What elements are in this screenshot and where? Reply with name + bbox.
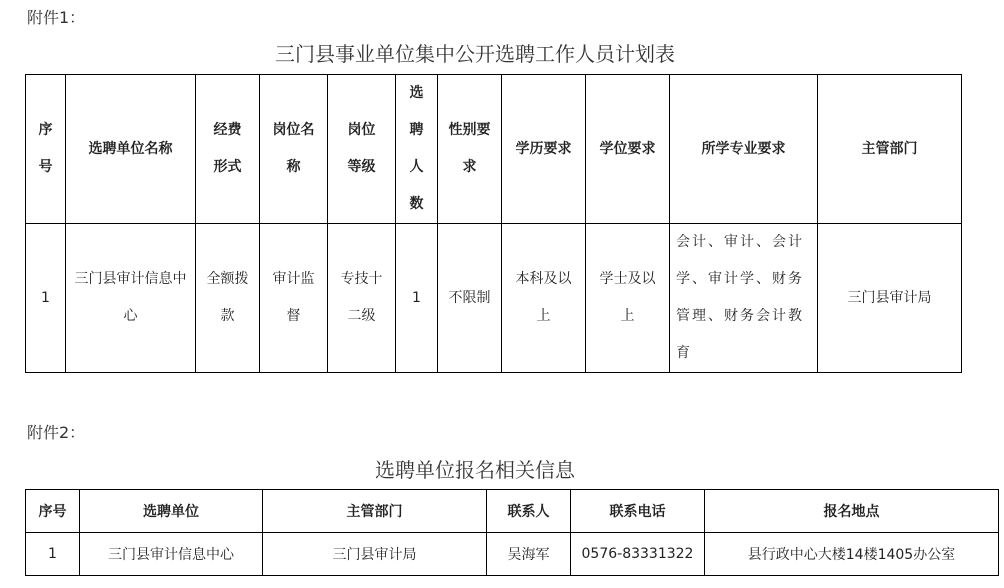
info-table-title: 选聘单位报名相关信息 [375, 458, 575, 482]
info-cell-dept: 三门县审计局 [263, 533, 487, 576]
cell-count: 1 [396, 224, 438, 373]
plan-data-row [26, 224, 962, 373]
header-major: 所学专业要求 [670, 75, 818, 224]
info-cell-seq: 1 [26, 533, 80, 576]
header-unit: 选聘单位名称 [66, 75, 196, 224]
cell-education: 本科及以上 [502, 224, 586, 373]
info-header-seq: 序号 [26, 490, 80, 533]
cell-dept: 三门县审计局 [818, 224, 962, 373]
attachment-2-label: 附件2： [27, 423, 86, 442]
attachment-1-label: 附件1： [27, 8, 86, 27]
header-degree: 学位要求 [586, 75, 670, 224]
header-post-name: 岗位名称 [260, 75, 328, 224]
registration-info-table [25, 489, 999, 576]
cell-major: 会计、审计、会计学、审计学、财务管理、财务会计教育 [670, 224, 818, 373]
info-cell-phone: 0576-83331322 [571, 533, 705, 576]
info-cell-unit: 三门县审计信息中心 [80, 533, 263, 576]
header-post-level: 岗位等级 [328, 75, 396, 224]
info-header-contact: 联系人 [487, 490, 571, 533]
header-education: 学历要求 [502, 75, 586, 224]
cell-funding: 全额拨款 [196, 224, 260, 373]
header-count: 选聘人数 [396, 75, 438, 224]
info-header-phone: 联系电话 [571, 490, 705, 533]
info-header-dept: 主管部门 [263, 490, 487, 533]
info-header-address: 报名地点 [705, 490, 999, 533]
recruitment-plan-table [25, 74, 962, 373]
header-seq: 序号 [26, 75, 66, 224]
cell-post-name: 审计监督 [260, 224, 328, 373]
cell-unit: 三门县审计信息中心 [66, 224, 196, 373]
info-cell-contact: 吴海军 [487, 533, 571, 576]
info-header-row [26, 490, 999, 533]
cell-gender: 不限制 [438, 224, 502, 373]
info-header-unit: 选聘单位 [80, 490, 263, 533]
info-cell-address: 县行政中心大楼14楼1405办公室 [705, 533, 999, 576]
header-dept: 主管部门 [818, 75, 962, 224]
header-funding: 经费形式 [196, 75, 260, 224]
cell-degree: 学士及以上 [586, 224, 670, 373]
plan-header-row [26, 75, 962, 224]
cell-post-level: 专技十二级 [328, 224, 396, 373]
info-data-row [26, 533, 999, 576]
plan-table-title: 三门县事业单位集中公开选聘工作人员计划表 [275, 42, 675, 66]
header-gender: 性别要求 [438, 75, 502, 224]
cell-seq: 1 [26, 224, 66, 373]
